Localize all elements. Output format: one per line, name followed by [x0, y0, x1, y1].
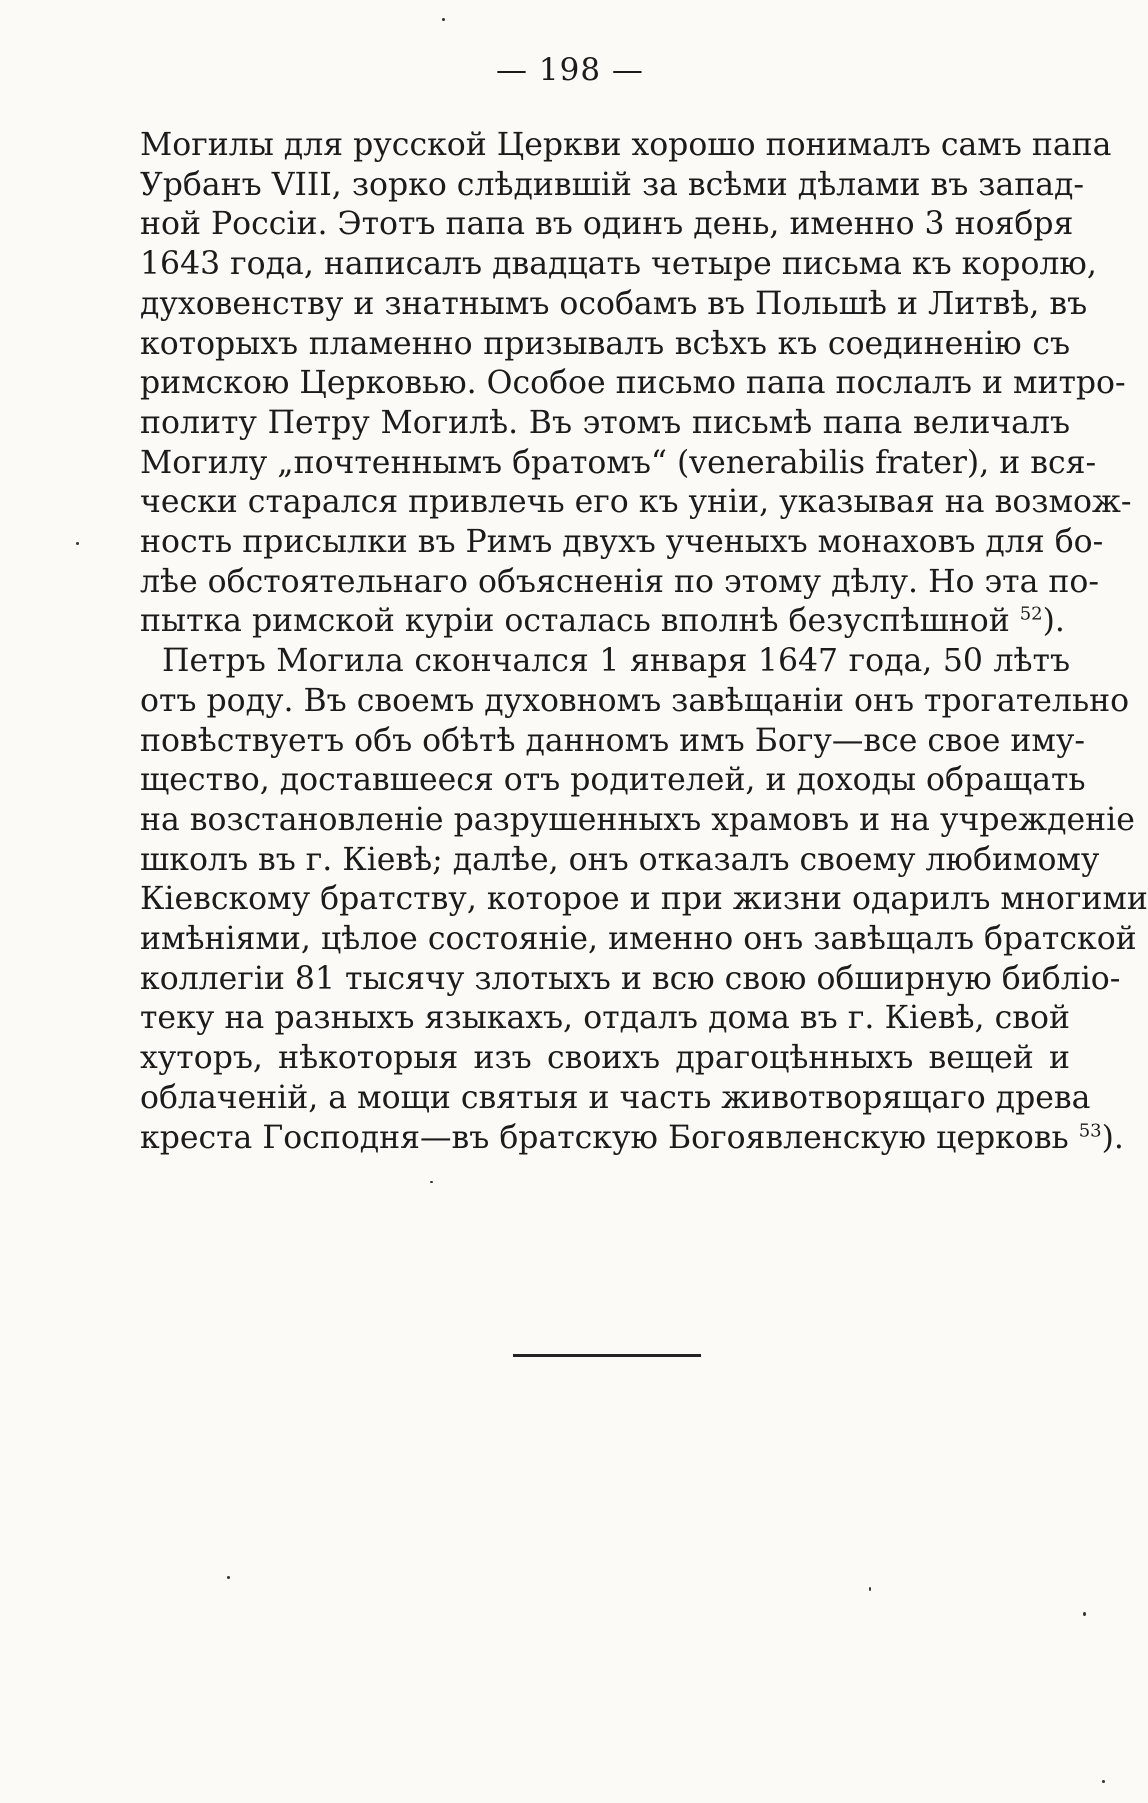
text-line: коллегіи 81 тысячу злотыхъ и всю свою обширную библіо- [140, 960, 1121, 997]
text-line: ность присылки въ Римъ двухъ ученыхъ монаховъ для бо- [140, 524, 1104, 561]
footnote-ref-52[interactable]: 52 [1019, 603, 1043, 625]
text-line: лѣе обстоятельнаго объясненія по этому дѣлу. Но эта по- [140, 563, 1099, 600]
text-line: Петръ Могила скончался 1 января 1647 года, 50 лѣтъ [162, 643, 1070, 680]
print-speck [1102, 1780, 1105, 1783]
print-speck [227, 1576, 230, 1579]
print-speck [869, 1587, 871, 1591]
footnote-close: ). [1042, 603, 1065, 640]
text-line: духовенству и знатнымъ особамъ въ Польшѣ и Литвѣ, въ [140, 285, 1088, 322]
text-line: Могилу „почтеннымъ братомъ“ (venerabilis frater), и вся- [140, 444, 1097, 481]
print-speck [442, 18, 445, 21]
text-line: пытка римской куріи осталась вполнѣ безуспѣшной [140, 603, 1010, 640]
paragraph-1 [140, 126, 1132, 642]
print-speck [1083, 1612, 1086, 1616]
text-line: римскою Церковью. Особое письмо папа послалъ и митро- [140, 365, 1126, 402]
text-line: на возстановленіе разрушенныхъ храмовъ и на учрежденіе [140, 801, 1135, 838]
text-line: отъ роду. Въ своемъ духовномъ завѣщаніи онъ трогательно [140, 682, 1130, 719]
text-line: хуторъ, нѣкоторыя изъ своихъ драгоцѣнныхъ вещей и [140, 1040, 1070, 1077]
end-separator-rule [513, 1354, 701, 1357]
text-line: щество, доставшееся отъ родителей, и доходы обращать [140, 762, 1086, 799]
text-line-last [140, 1119, 1124, 1159]
paragraph-2 [140, 642, 1148, 1158]
text-line: чески старался привлечь его къ уніи, указывая на возмож- [140, 484, 1132, 521]
text-line: теку на разныхъ языкахъ, отдалъ дома въ г. Кіевѣ, свой [140, 1000, 1070, 1037]
text-line: Урбанъ VIII, зорко слѣдившій за всѣми дѣлами въ запад- [140, 166, 1085, 203]
text-line: ной Россіи. Этотъ папа въ одинъ день, именно 3 ноября [140, 206, 1074, 243]
text-line: Могилы для русской Церкви хорошо понималъ самъ папа [140, 127, 1112, 163]
body-text [140, 126, 1148, 1158]
text-line: повѣствуетъ объ обѣтѣ данномъ имъ Богу—все свое иму- [140, 722, 1086, 759]
footnote-ref-53[interactable]: 53 [1078, 1120, 1102, 1142]
footnote-close: ). [1101, 1119, 1124, 1156]
print-speck [76, 542, 79, 545]
text-line: школъ въ г. Кіевѣ; далѣе, онъ отказалъ своему любимому [140, 841, 1100, 878]
page-number: — 198 — [496, 52, 644, 88]
text-line-last [140, 602, 1070, 642]
print-speck [430, 1181, 433, 1183]
text-line: Кіевскому братству, которое и при жизни одарилъ многими [140, 881, 1148, 918]
text-line: которыхъ пламенно призывалъ всѣхъ къ соединенію съ [140, 325, 1070, 362]
text-line: политу Петру Могилѣ. Въ этомъ письмѣ папа величалъ [140, 404, 1070, 441]
text-line: имѣніями, цѣлое состояніе, именно онъ завѣщалъ братской [140, 921, 1137, 958]
text-line: облаченій, а мощи святыя и часть животворящаго древа [140, 1079, 1091, 1116]
text-line: 1643 года, написалъ двадцать четыре письма къ королю, [140, 246, 1097, 283]
text-line: креста Господня—въ братскую Богоявленскую церковь [140, 1119, 1069, 1156]
